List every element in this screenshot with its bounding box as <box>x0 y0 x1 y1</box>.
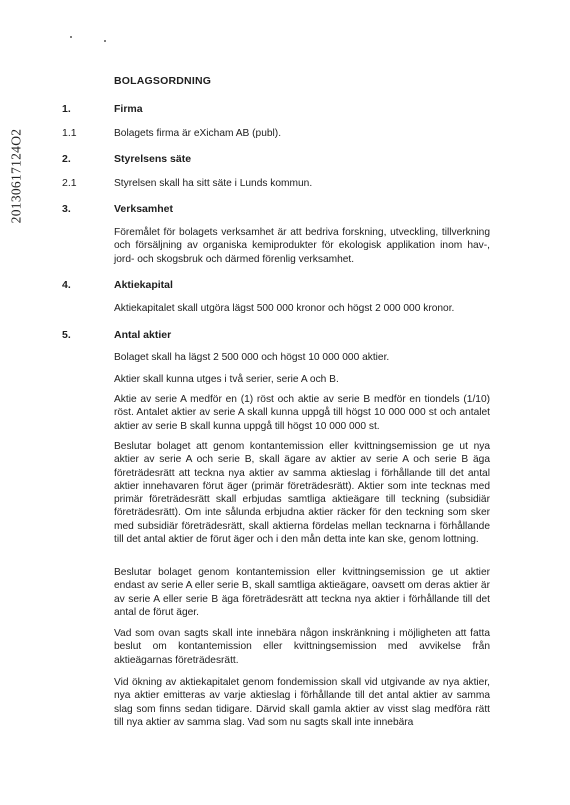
section-5-paragraph-4: Beslutar bolaget att genom kontantemission eller kvittningsemission ge ut nya aktier av serie A och serie B, skall ägare av aktier av serie A och serie B äga företrädesrätt att teckna nya aktier av samma aktieslag i förhållande till det antal aktier innehavaren förut äger (primär företrädesrätt). Aktier som inte tecknas med primär företrädesrätt skall erbjudas samtliga aktieägare till teckning (subsidiär företrädesrätt). Om inte sålunda erbjudna aktier räcker för den teckning som sker med subsidiär företrädesrätt, skall aktierna fördelas mellan tecknarna i förhållande till det antal aktier de förut äger och i den mån detta inte kan ske, genom lottning. <box>114 441 490 546</box>
section-5-paragraph-3: Aktie av serie A medför en (1) röst och aktie av serie B medför en tiondels (1/10) röst. Antalet aktier av serie A skall kunna uppgå till högst 10 000 000 st och antalet aktier av serie B skall kunna uppgå till högst 10 000 000 st. <box>114 394 490 432</box>
section-5-paragraph-7: Vid ökning av aktiekapitalet genom fondemission skall vid utgivande av nya aktier, nya aktier emitteras av varje aktieslag i förhållande till det antal aktier av samma slag som finns sedan tidigare. Därvid skall gamla aktier av visst slag medföra rätt till nya aktier av samma slag. Vad som nu sagts skall inte innebära <box>114 677 490 728</box>
section-2-number: 2. <box>62 153 71 165</box>
section-3-heading: Verksamhet <box>114 203 173 215</box>
margin-document-id <box>2 116 30 236</box>
section-1-number: 1. <box>62 103 71 115</box>
section-5-paragraph-5: Beslutar bolaget genom kontantemission eller kvittningsemission ge ut aktier endast av serie A eller serie B, skall samtliga aktieägare, oavsett om deras aktier är av serie A eller serie B äga företrädesrätt att teckna nya aktier i förhållande till det antal de förut äger. <box>114 567 490 618</box>
section-3-number: 3. <box>62 203 71 215</box>
section-4-number: 4. <box>62 279 71 291</box>
section-2-paragraph: Styrelsen skall ha sitt säte i Lunds kommun. <box>114 178 313 189</box>
section-5-paragraph-2: Aktier skall kunna utges i två serier, serie A och B. <box>114 374 339 385</box>
section-5-paragraph-1: Bolaget skall ha lägst 2 500 000 och högst 10 000 000 aktier. <box>114 352 390 363</box>
scan-speck <box>104 40 106 42</box>
section-5-number: 5. <box>62 329 71 341</box>
section-5-paragraph-6: Vad som ovan sagts skall inte innebära någon inskränkning i möjligheten att fatta beslut om kontantemission eller kvittningsemission med avvikelse från aktieägarnas företrädesrätt. <box>114 628 490 666</box>
section-5-heading: Antal aktier <box>114 329 172 341</box>
document-title: BOLAGSORDNING <box>114 75 212 87</box>
section-1-paragraph: Bolagets firma är eXicham AB (publ). <box>114 128 282 139</box>
section-3-paragraph: Föremålet för bolagets verksamhet är att bedriva forskning, utveckling, tillverkning och försäljning av organiska kemiprodukter för ekologisk applikation inom hav-, jord- och skogsbruk och därmed förenlig verksamhet. <box>114 227 490 265</box>
section-2-heading: Styrelsens säte <box>114 153 192 165</box>
section-2-1-number: 2.1 <box>62 177 77 189</box>
section-4-heading: Aktiekapital <box>114 279 173 291</box>
margin-document-id-text: 20130617124O2 <box>8 128 23 224</box>
section-1-heading: Firma <box>114 103 143 115</box>
section-4-paragraph: Aktiekapitalet skall utgöra lägst 500 000 kronor och högst 2 000 000 kronor. <box>114 303 455 314</box>
section-1-1-number: 1.1 <box>62 127 77 139</box>
scan-speck <box>70 36 72 38</box>
